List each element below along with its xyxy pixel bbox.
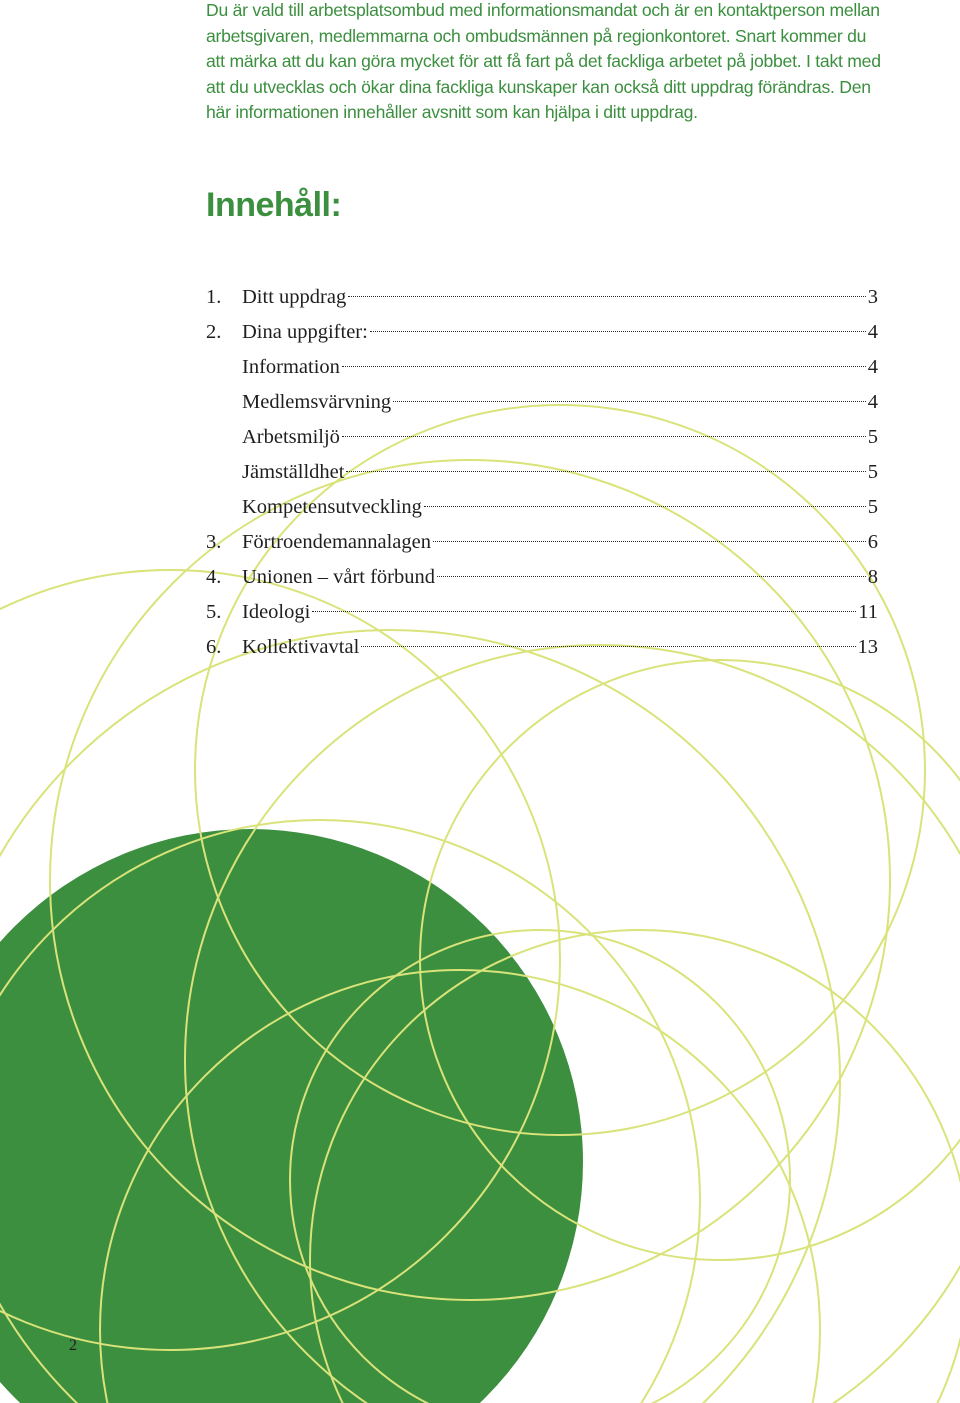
dot-leader	[424, 506, 866, 507]
toc-entry-kollektivavtal[interactable]	[206, 630, 878, 665]
toc-entry-title: Förtroendemannalagen	[242, 531, 431, 553]
toc-entry-number: 4.	[206, 566, 222, 588]
toc-entry-jamstalldhet[interactable]	[206, 455, 878, 490]
page-number: 2	[69, 1337, 77, 1354]
toc-entry-title: Arbetsmiljö	[242, 426, 340, 448]
toc-entry-medlemsvarvning[interactable]	[206, 385, 878, 420]
dot-leader	[361, 646, 855, 647]
toc-entry-number: 2.	[206, 321, 222, 343]
dot-leader	[312, 611, 856, 612]
toc-entry-title: Dina uppgifter:	[242, 321, 368, 343]
toc-entry-page: 11	[858, 601, 878, 623]
toc-entry-number: 5.	[206, 601, 222, 623]
toc-entry-title: Unionen – vårt förbund	[242, 566, 435, 588]
intro-paragraph: Du är vald till arbetsplatsombud med informationsmandat och är en kontaktperson mellan arbetsgivaren, medlemmarna och ombudsmännen på regionkontoret. Snart kommer du att märka att du kan göra mycket för att få fart på det fackliga arbetet på jobbet. I takt med att du utvecklas och ökar dina fackliga kunskaper kan också ditt uppdrag förändras. Den här informationen innehåller avsnitt som kan hjälpa i ditt uppdrag.	[206, 0, 881, 122]
dot-leader	[393, 401, 866, 402]
toc-entry-ideologi[interactable]	[206, 595, 878, 630]
toc-entry-fortroendemannalagen[interactable]	[206, 525, 878, 560]
toc-entry-page: 3	[867, 286, 878, 308]
toc-entry-title: Kompetensutveckling	[242, 496, 422, 518]
toc-entry-page: 5	[867, 461, 878, 483]
toc-entry-number: 1.	[206, 286, 222, 308]
dot-leader	[370, 331, 866, 332]
toc-entry-page: 4	[867, 356, 878, 378]
toc-entry-page: 6	[867, 531, 878, 553]
toc-entry-information[interactable]	[206, 350, 878, 385]
toc-entry-kompetensutveckling[interactable]	[206, 490, 878, 525]
toc-entry-number: 6.	[206, 636, 222, 658]
toc-entry-page: 5	[867, 496, 878, 518]
table-of-contents	[206, 280, 878, 665]
toc-heading: Innehåll:	[206, 186, 342, 224]
toc-entry-page: 4	[867, 391, 878, 413]
toc-entry-number: 3.	[206, 531, 222, 553]
dot-leader	[437, 576, 866, 577]
dot-leader	[348, 296, 866, 297]
dot-leader	[433, 541, 866, 542]
toc-entry-page: 4	[867, 321, 878, 343]
toc-entry-title: Ideologi	[242, 601, 311, 623]
toc-entry-page: 5	[867, 426, 878, 448]
toc-entry-dina-uppgifter[interactable]	[206, 315, 878, 350]
toc-entry-title: Information	[242, 356, 340, 378]
toc-entry-unionen[interactable]	[206, 560, 878, 595]
solid-green-circle	[0, 829, 583, 1403]
toc-entry-title: Ditt uppdrag	[242, 286, 347, 308]
toc-entry-page: 8	[867, 566, 878, 588]
toc-entry-title: Jämställdhet	[242, 461, 345, 483]
dot-leader	[342, 366, 866, 367]
dot-leader	[342, 436, 866, 437]
toc-entry-title: Medlemsvärvning	[242, 391, 392, 413]
toc-entry-arbetsmiljo[interactable]	[206, 420, 878, 455]
toc-entry-page: 13	[857, 636, 878, 658]
dot-leader	[346, 471, 865, 472]
toc-entry-ditt-uppdrag[interactable]	[206, 280, 878, 315]
toc-entry-title: Kollektivavtal	[242, 636, 360, 658]
